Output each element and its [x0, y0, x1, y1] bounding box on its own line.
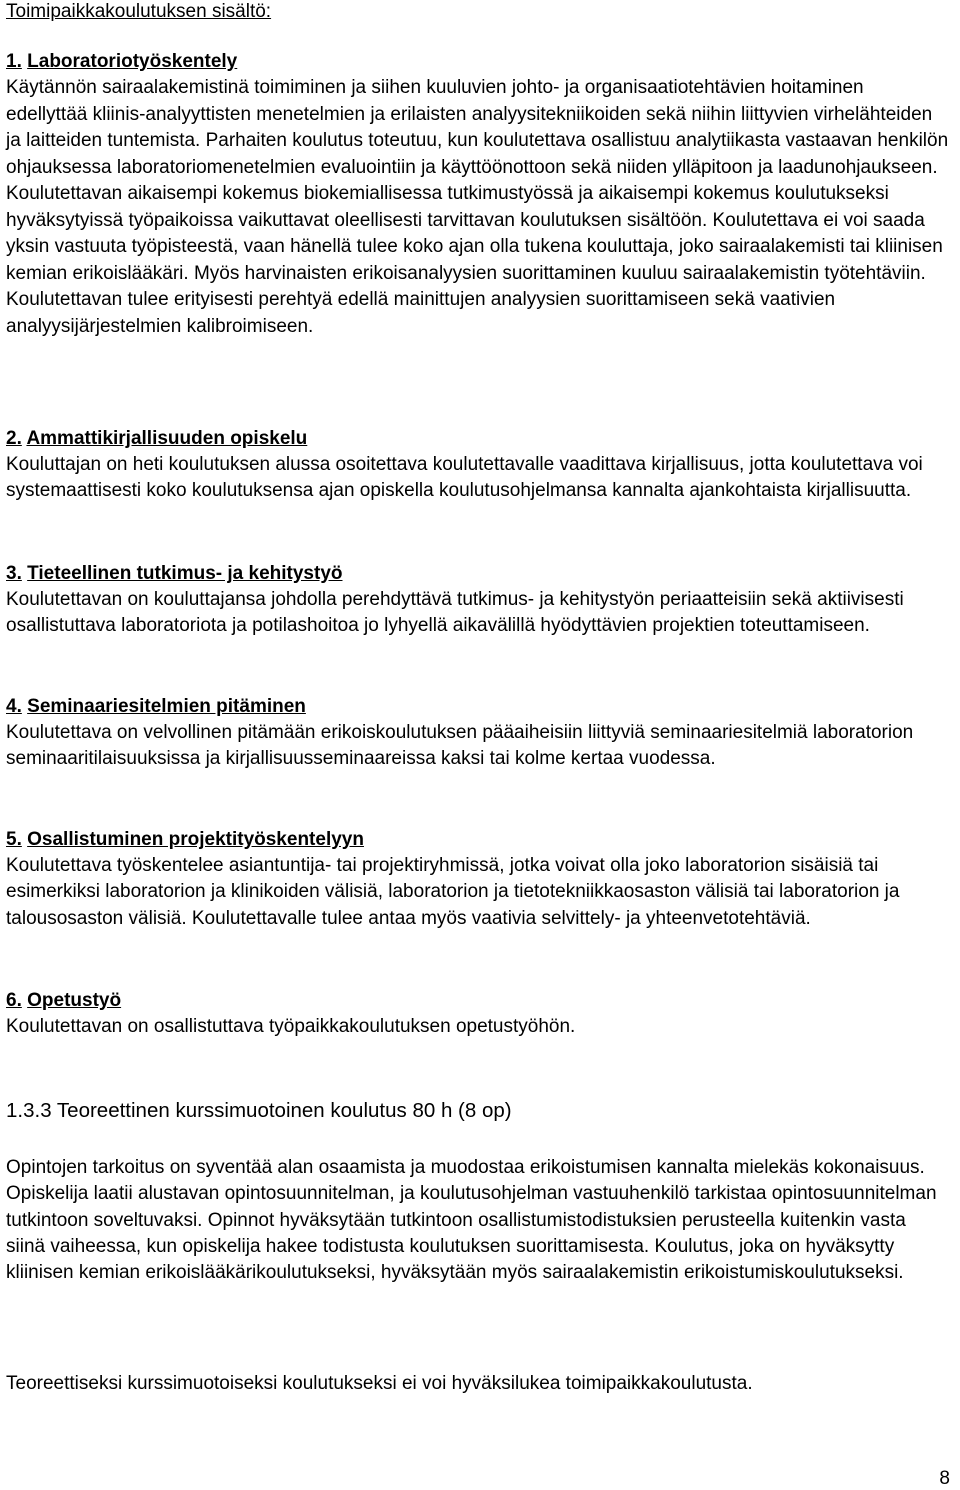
section-seminars: [6, 694, 950, 773]
section-research: [6, 561, 950, 640]
section-teaching: [6, 988, 950, 1040]
section-title-text: Osallistuminen projektityöskentelyyn: [27, 829, 364, 850]
section-title: [6, 49, 950, 75]
section-body: Koulutettava työskentelee asiantuntija- tai projektiryhmissä, jotka voivat olla joko laboratorion sisäisiä tai esimerkiksi laboratorion ja klinikoiden välisiä, laboratorion ja tietotekniikkaosaston välisiä tai laboratorion ja talousosaston välisiä. Koulutettavalle tulee antaa myös vaativia selvittely- ja yhteenvetotehtäviä.: [6, 855, 900, 929]
section-number: 3.: [6, 563, 22, 584]
document-page: [6, 0, 950, 1394]
section-laboratory-work: [6, 49, 950, 340]
subsection-heading: 1.3.3 Teoreettinen kurssimuotoinen koulutus 80 h (8 op): [6, 1099, 512, 1122]
closing-paragraph: Teoreettiseksi kurssimuotoiseksi koulutukseksi ei voi hyväksilukea toimipaikkakoulutusta.: [6, 1373, 753, 1394]
section-number: 1.: [6, 51, 22, 72]
section-title: [6, 426, 950, 452]
section-title-text: Ammattikirjallisuuden opiskelu: [26, 428, 308, 449]
section-title: [6, 827, 950, 853]
section-title: [6, 988, 950, 1014]
section-title-text: Seminaariesitelmien pitäminen: [27, 696, 306, 717]
section-title: [6, 694, 950, 720]
section-body: Koulutettavan on kouluttajansa johdolla perehdyttävä tutkimus- ja kehitystyön periaatteisiin sekä aktiivisesti osallistuttava laboratoriota ja potilashoitoa jo lyhyellä aikavälillä hyödyttävien projektien toteuttamiseen.: [6, 589, 904, 637]
section-body: Kouluttajan on heti koulutuksen alussa osoitettava koulutettavalle vaadittava kirjallisuus, jotta koulutettava voi systemaattisesti koko koulutuksensa ajan opiskella koulutusohjelmansa kannalta ajankohtaista kirjallisuutta.: [6, 454, 923, 502]
section-number: 6.: [6, 990, 22, 1011]
section-number: 5.: [6, 829, 22, 850]
section-title: [6, 561, 950, 587]
section-title-text: Laboratoriotyöskentely: [27, 51, 238, 72]
section-project-work: [6, 827, 950, 932]
section-literature-study: [6, 426, 950, 505]
section-number: 2.: [6, 428, 22, 449]
document-heading: Toimipaikkakoulutuksen sisältö:: [6, 1, 272, 22]
page-number: 8: [939, 1468, 950, 1489]
section-title-text: Opetustyö: [27, 990, 122, 1011]
section-body: Koulutettava on velvollinen pitämään erikoiskoulutuksen pääaiheisiin liittyviä seminaariesitelmiä laboratorion seminaaritilaisuuksissa ja kirjallisuusseminaareissa kaksi tai kolme kertaa vuodessa.: [6, 722, 914, 770]
intro-paragraph: Opintojen tarkoitus on syventää alan osaamista ja muodostaa erikoistumisen kannalta mielekäs kokonaisuus. Opiskelija laatii alustavan opintosuunnitelman, ja koulutusohjelman vastuuhenkilö tarkistaa opintosuunnitelman tutkintoon soveltuvaksi. Opinnot hyväksytään tutkintoon osallistumistodistuksien perusteella kuitenkin vasta siinä vaiheessa, kun opiskelija hakee todistusta koulutuksen suorittamisesta. Koulutus, joka on hyväksytty kliinisen kemian erikoislääkärikoulutukseksi, hyväksytään myös sairaalakemistin erikoistumiskoulutukseksi.: [6, 1157, 937, 1284]
section-title-text: Tieteellinen tutkimus- ja kehitystyö: [27, 563, 343, 584]
section-body: Koulutettavan on osallistuttava työpaikkakoulutuksen opetustyöhön.: [6, 1016, 576, 1037]
section-number: 4.: [6, 696, 22, 717]
section-body: Käytännön sairaalakemistinä toimiminen ja siihen kuuluvien johto- ja organisaatiotehtävien hoitaminen edellyttää kliinis-analyyttisten menetelmien ja erilaisten analyysitekniikoiden sekä niihin liittyvien virhelähteiden ja laitteiden tuntemista. Parhaiten koulutus toteutuu, kun koulutettava osallistuu analytiikasta vastaavan henkilön ohjauksessa laboratoriomenetelmien evaluointiin ja käyttöönottoon sekä niiden ylläpitoon ja laadunohjaukseen. Koulutettavan aikaisempi kokemus biokemiallisessa tutkimustyössä ja aikaisempi kokemus koulutukseksi hyväksytyissä työpaikoissa vaikuttavat oleellisesti tarvittavan koulutuksen sisältöön. Koulutettava ei voi saada yksin vastuuta työpisteestä, vaan hänellä tulee koko ajan olla tukena kouluttaja, joko sairaalakemisti tai kliinisen kemian erikoislääkäri. Myös harvinaisten erikoisanalyysien suorittaminen kuuluu sairaalakemistin työtehtäviin. Koulutettavan tulee erityisesti perehtyä edellä mainittujen analyysien suorittamiseen sekä vaativien analyysijärjestelmien kalibroimiseen.: [6, 77, 949, 337]
